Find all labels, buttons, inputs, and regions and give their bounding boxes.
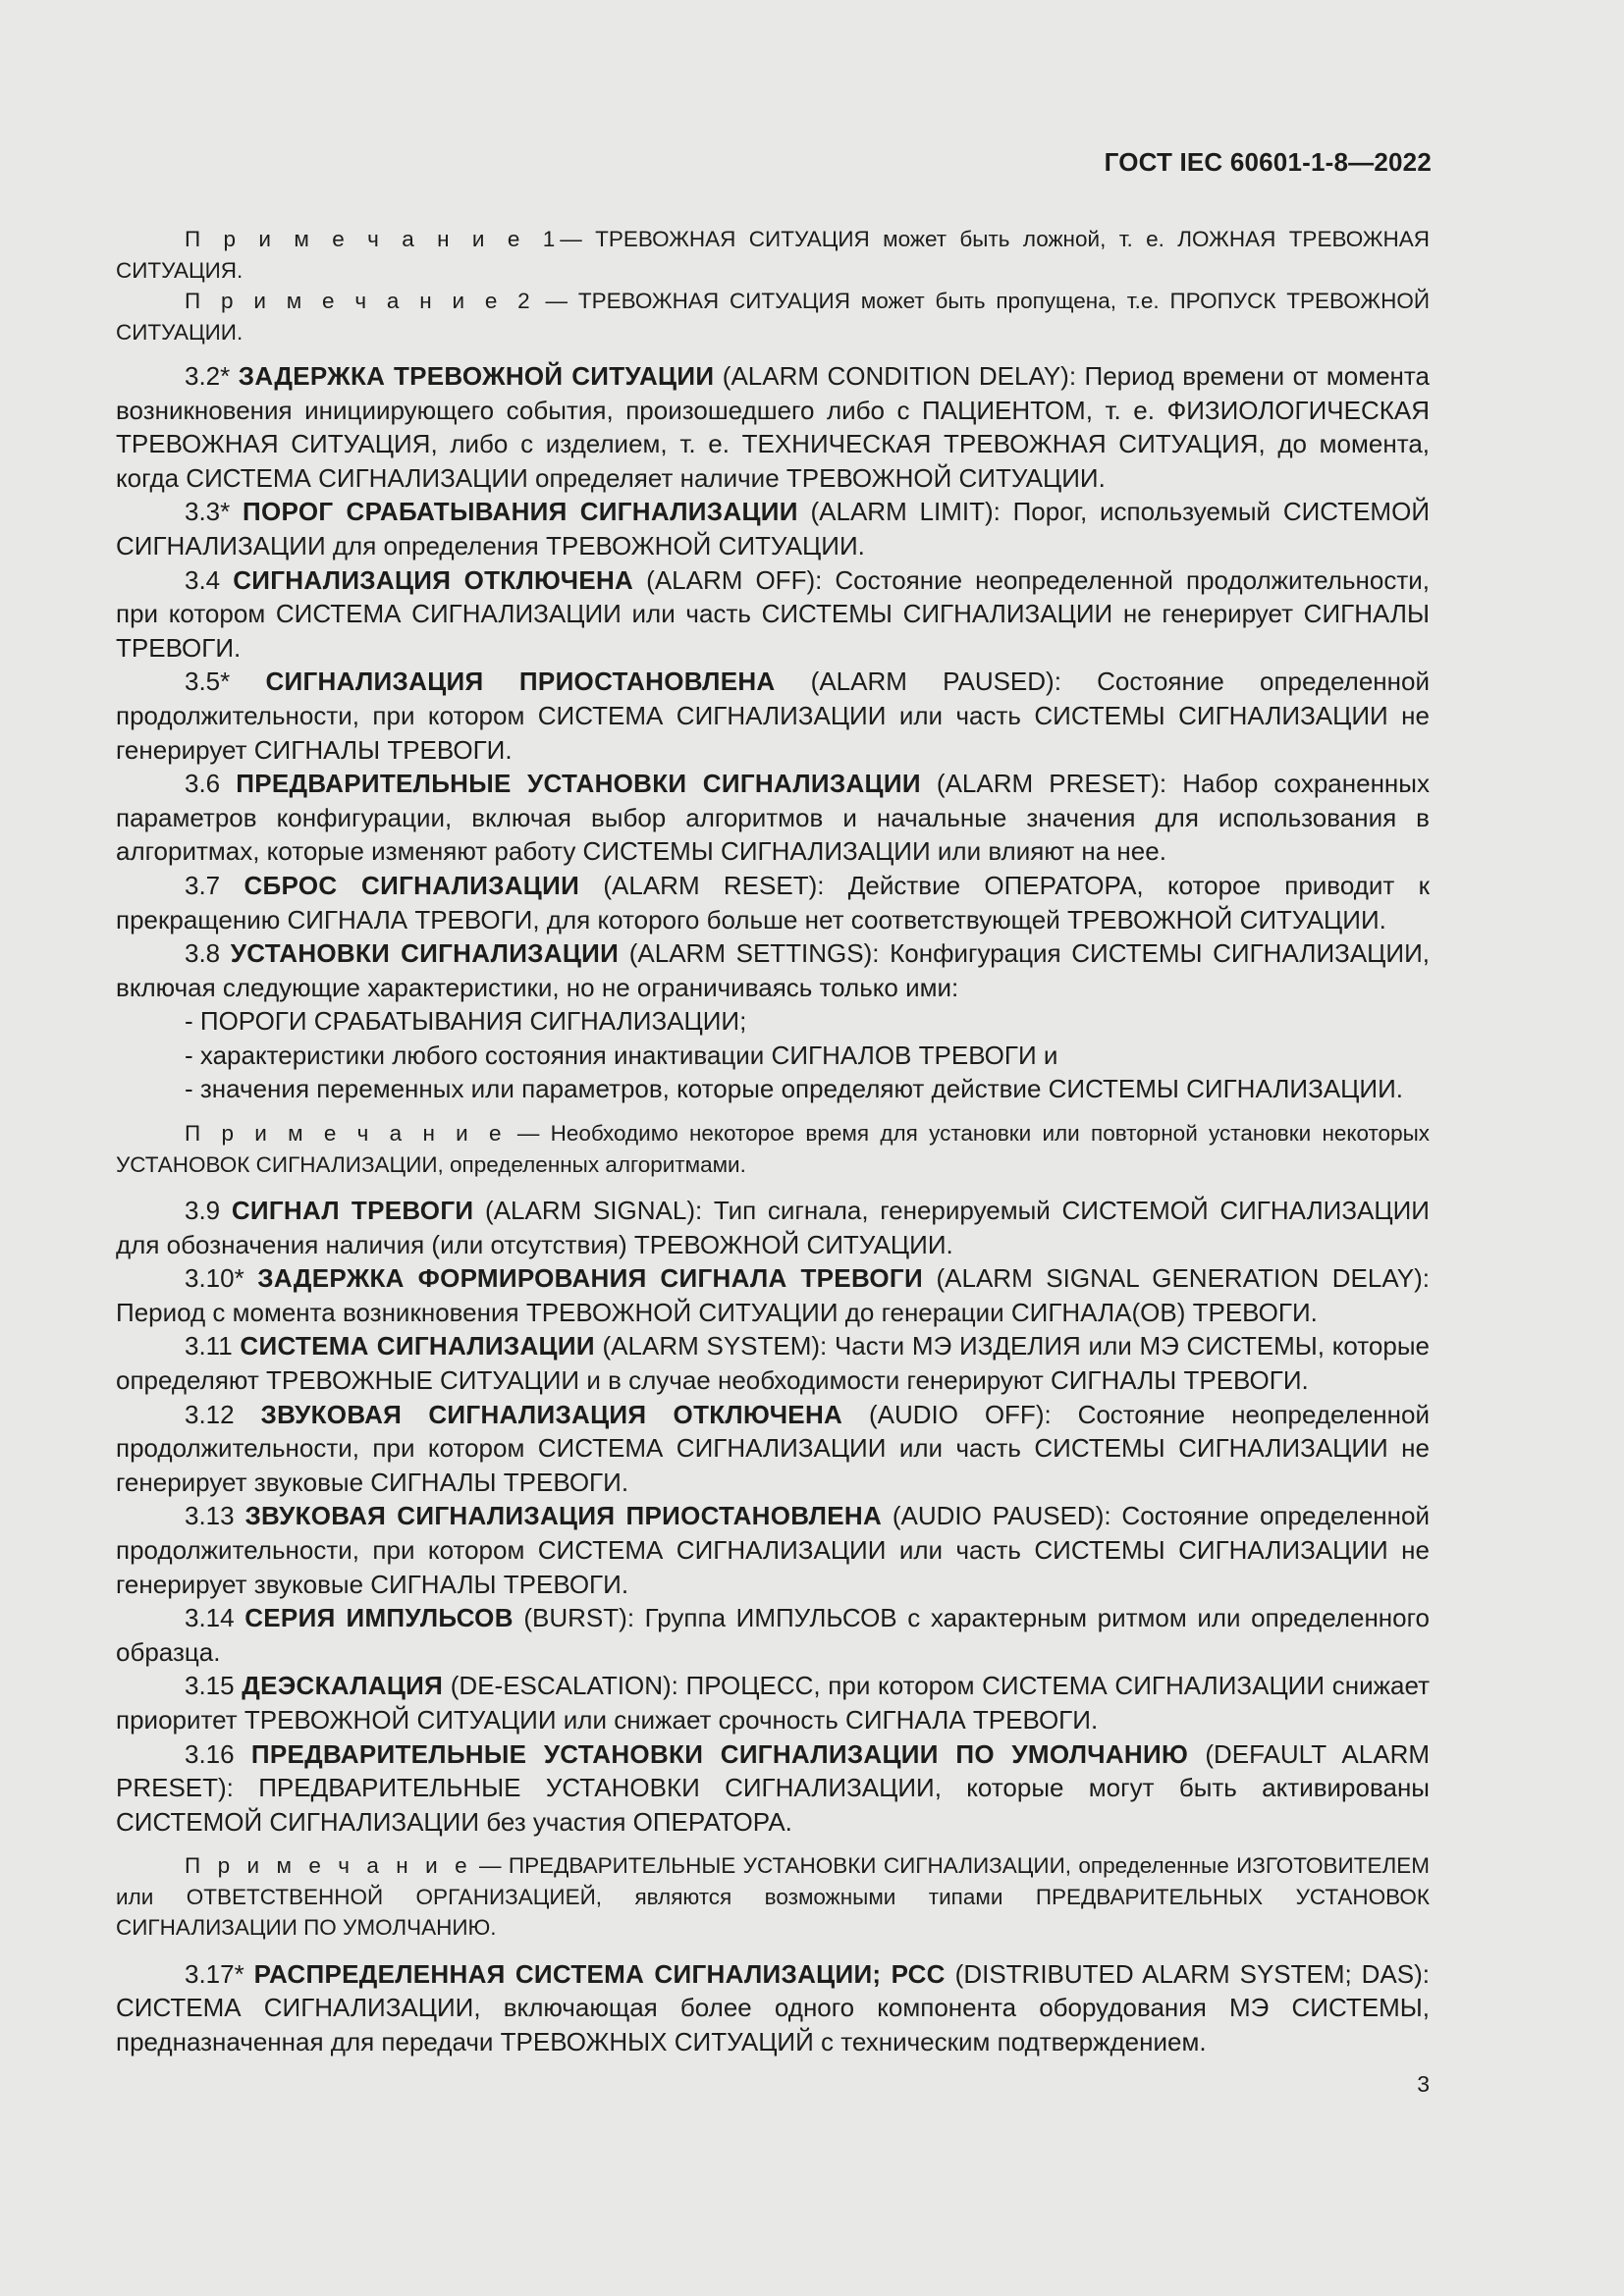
- term-definition: (ALARM SYSTEM): Части МЭ ИЗДЕЛИЯ или МЭ СИСТЕМЫ, которые определяют ТРЕВОЖНЫЕ СИТУАЦИИ и в случае необходимости генерируют СИГНАЛЫ ТРЕВОГИ.: [116, 1331, 1430, 1396]
- term-3-4: [116, 563, 1430, 666]
- term-3-5: [116, 665, 1430, 767]
- note-text: — ТРЕВОЖНАЯ СИТУАЦИЯ может быть ложной, т. е. ЛОЖНАЯ ТРЕВОЖНАЯ СИТУАЦИЯ.: [116, 227, 1430, 283]
- term-name: ЗАДЕРЖКА ФОРМИРОВАНИЯ СИГНАЛА ТРЕВОГИ: [257, 1263, 923, 1294]
- term-name: СЕРИЯ ИМПУЛЬСОВ: [244, 1603, 514, 1633]
- term-name: СИГНАЛИЗАЦИЯ ОТКЛЮЧЕНА: [233, 564, 634, 595]
- term-definition: (ALARM PAUSED): Состояние определенной продолжительности, при котором СИСТЕМА СИГНАЛИЗАЦИИ или часть СИСТЕМЫ СИГНАЛИЗАЦИИ не генерирует СИГНАЛЫ ТРЕВОГИ.: [116, 667, 1430, 765]
- term-3-13: [116, 1499, 1430, 1601]
- term-3-11: [116, 1329, 1430, 1397]
- term-3-16: [116, 1737, 1430, 1840]
- term-definition: (DEFAULT ALARM PRESET): ПРЕДВАРИТЕЛЬНЫЕ УСТАНОВКИ СИГНАЛИЗАЦИИ, которые могут быть активированы СИСТЕМОЙ СИГНАЛИЗАЦИИ без участия ОПЕРАТОРА.: [116, 1738, 1431, 1837]
- term-name: ПОРОГ СРАБАТЫВАНИЯ СИГНАЛИЗАЦИИ: [243, 497, 798, 527]
- term-definition: (ALARM PRESET): Набор сохраненных параметров конфигурации, включая выбор алгоритмов и начальные значения для использования в алгоритмах, которые изменяют работу СИСТЕМЫ СИГНАЛИЗАЦИИ или влияют на нее.: [116, 769, 1430, 867]
- term-name: ПРЕДВАРИТЕЛЬНЫЕ УСТАНОВКИ СИГНАЛИЗАЦИИ: [236, 769, 921, 799]
- term-number: 3.4: [185, 564, 221, 595]
- term-3-7: [116, 869, 1430, 936]
- note-text: — ТРЕВОЖНАЯ СИТУАЦИЯ может быть пропущена, т.е. ПРОПУСК ТРЕВОЖНОЙ СИТУАЦИИ.: [116, 289, 1430, 345]
- term-name: СИГНАЛ ТРЕВОГИ: [231, 1196, 474, 1226]
- document-body: [116, 224, 1430, 2059]
- term-definition: (DE-ESCALATION): ПРОЦЕСС, при котором СИСТЕМА СИГНАЛИЗАЦИИ снижает приоритет ТРЕВОЖНОЙ СИТУАЦИИ или снижает срочность СИГНАЛА ТРЕВОГИ.: [116, 1671, 1430, 1735]
- term-number: 3.11: [185, 1331, 233, 1362]
- term-3-14: [116, 1601, 1430, 1669]
- term-name: СИГНАЛИЗАЦИЯ ПРИОСТАНОВЛЕНА: [265, 667, 776, 697]
- term-number: 3.3*: [185, 497, 231, 527]
- list-item: - ПОРОГИ СРАБАТЫВАНИЯ СИГНАЛИЗАЦИИ;: [185, 1006, 747, 1037]
- term-number: 3.16: [185, 1738, 235, 1769]
- note-text: — Необходимо некоторое время для установки или повторной установки некоторых УСТАНОВОК СИГНАЛИЗАЦИИ, определенных алгоритмами.: [116, 1121, 1430, 1177]
- term-name: ЗВУКОВАЯ СИГНАЛИЗАЦИЯ ОТКЛЮЧЕНА: [260, 1399, 843, 1429]
- term-name: ЗАДЕРЖКА ТРЕВОЖНОЙ СИТУАЦИИ: [238, 361, 715, 391]
- note-3-16: [116, 1850, 1430, 1944]
- term-definition: (ALARM CONDITION DELAY): Период времени от момента возникновения инициирующего события, произошедшего либо с ПАЦИЕНТОМ, т. е. ФИЗИОЛОГИЧЕСКАЯ ТРЕВОЖНАЯ СИТУАЦИЯ, либо с изделием, т. е. ТЕХНИЧЕСКАЯ ТРЕВОЖНАЯ СИТУАЦИЯ, до момента, когда СИСТЕМА СИГНАЛИЗАЦИИ определяет наличие ТРЕВОЖНОЙ СИТУАЦИИ.: [116, 361, 1430, 493]
- list-item: - значения переменных или параметров, которые определяют действие СИСТЕМЫ СИГНАЛИЗАЦИИ.: [185, 1074, 1403, 1104]
- term-3-6: [116, 767, 1430, 869]
- term-number: 3.15: [185, 1671, 235, 1701]
- term-name: ДЕЭСКАЛАЦИЯ: [242, 1671, 444, 1701]
- note-label: П р и м е ч а н и е 1: [185, 227, 561, 251]
- note-3-8: [116, 1118, 1430, 1180]
- term-3-8: [116, 936, 1430, 1004]
- term-3-17: [116, 1957, 1430, 2059]
- term-definition: (ALARM SIGNAL): Тип сигнала, генерируемый СИСТЕМОЙ СИГНАЛИЗАЦИИ для обозначения наличия (или отсутствия) ТРЕВОЖНОЙ СИТУАЦИИ.: [116, 1196, 1430, 1259]
- term-definition: (ALARM OFF): Состояние неопределенной продолжительности, при котором СИСТЕМА СИГНАЛИЗАЦИИ или часть СИСТЕМЫ СИГНАЛИЗАЦИИ не генерирует СИГНАЛЫ ТРЕВОГИ.: [116, 564, 1430, 663]
- term-3-3: [116, 495, 1430, 562]
- list-item: - характеристики любого состояния инактивации СИГНАЛОВ ТРЕВОГИ и: [185, 1040, 1058, 1070]
- term-definition: (ALARM RESET): Действие ОПЕРАТОРА, которое приводит к прекращению СИГНАЛА ТРЕВОГИ, для которого больше нет соответствующей ТРЕВОЖНОЙ СИТУАЦИИ.: [116, 870, 1430, 934]
- term-3-9: [116, 1194, 1430, 1261]
- term-3-10: [116, 1261, 1430, 1329]
- note-label: П р и м е ч а н и е 2: [185, 289, 535, 313]
- term-name: УСТАНОВКИ СИГНАЛИЗАЦИИ: [230, 938, 620, 969]
- term-number: 3.14: [185, 1603, 235, 1633]
- note-paragraph: [116, 1850, 1430, 1944]
- term-3-2: [116, 359, 1430, 495]
- note-2: [116, 286, 1430, 347]
- term-3-12: [116, 1398, 1430, 1500]
- term-name: РАСПРЕДЕЛЕННАЯ СИСТЕМА СИГНАЛИЗАЦИИ; РСС: [253, 1958, 946, 1989]
- term-name: ЗВУКОВАЯ СИГНАЛИЗАЦИЯ ПРИОСТАНОВЛЕНА: [244, 1501, 883, 1531]
- term-name: СБРОС СИГНАЛИЗАЦИИ: [244, 870, 580, 900]
- term-number: 3.7: [185, 870, 221, 900]
- term-definition: (AUDIO OFF): Состояние неопределенной продолжительности, при котором СИСТЕМА СИГНАЛИЗАЦИИ или часть СИСТЕМЫ СИГНАЛИЗАЦИИ не генерирует звуковые СИГНАЛЫ ТРЕВОГИ.: [116, 1399, 1430, 1497]
- term-definition: (ALARM SIGNAL GENERATION DELAY): Период с момента возникновения ТРЕВОЖНОЙ СИТУАЦИИ до генерации СИГНАЛА(ОВ) ТРЕВОГИ.: [116, 1263, 1430, 1327]
- term-number: 3.17*: [185, 1958, 244, 1989]
- term-definition: (DISTRIBUTED ALARM SYSTEM; DAS): СИСТЕМА СИГНАЛИЗАЦИИ, включающая более одного компонента оборудования МЭ СИСТЕМЫ, предназначенная для передачи ТРЕВОЖНЫХ СИТУАЦИЙ с техническим подтверждением.: [116, 1958, 1430, 2057]
- term-name: СИСТЕМА СИГНАЛИЗАЦИИ: [240, 1331, 595, 1362]
- term-definition: (ALARM LIMIT): Порог, используемый СИСТЕМОЙ СИГНАЛИЗАЦИИ для определения ТРЕВОЖНОЙ СИТУАЦИИ.: [116, 497, 1431, 561]
- document-header: ГОСТ IEC 60601-1-8—2022: [1104, 147, 1432, 177]
- term-number: 3.12: [185, 1399, 235, 1429]
- term-3-15: [116, 1669, 1430, 1736]
- term-number: 3.2*: [185, 361, 231, 391]
- term-number: 3.6: [185, 769, 221, 799]
- note-1: [116, 224, 1430, 286]
- note-label: П р и м е ч а н и е: [185, 1121, 507, 1147]
- page-number: 3: [1417, 2071, 1430, 2097]
- term-definition: (ALARM SETTINGS): Конфигурация СИСТЕМЫ СИГНАЛИЗАЦИИ, включая следующие характеристики, но не ограничиваясь только ими:: [116, 938, 1431, 1002]
- term-definition: (AUDIO PAUSED): Состояние определенной продолжительности, при котором СИСТЕМА СИГНАЛИЗАЦИИ или часть СИСТЕМЫ СИГНАЛИЗАЦИИ не генерирует звуковые СИГНАЛЫ ТРЕВОГИ.: [116, 1501, 1430, 1599]
- term-number: 3.5*: [185, 667, 231, 697]
- term-definition: (BURST): Группа ИМПУЛЬСОВ с характерным ритмом или определенного образца.: [116, 1603, 1430, 1667]
- note-label: П р и м е ч а н и е: [185, 1853, 472, 1879]
- term-number: 3.13: [185, 1501, 235, 1531]
- note-paragraph: [116, 1118, 1430, 1180]
- term-number: 3.8: [185, 938, 221, 969]
- term-name: ПРЕДВАРИТЕЛЬНЫЕ УСТАНОВКИ СИГНАЛИЗАЦИИ ПО УМОЛЧАНИЮ: [250, 1738, 1189, 1769]
- note-text: — ПРЕДВАРИТЕЛЬНЫЕ УСТАНОВКИ СИГНАЛИЗАЦИИ, определенные ИЗГОТОВИТЕЛЕМ или ОТВЕТСТВЕННОЙ ОРГАНИЗАЦИЕЙ, являются возможными типами ПРЕДВАРИТЕЛЬНЫХ УСТАНОВОК СИГНАЛИЗАЦИИ ПО УМОЛЧАНИЮ.: [116, 1853, 1430, 1941]
- term-number: 3.10*: [185, 1263, 244, 1294]
- term-number: 3.9: [185, 1196, 221, 1226]
